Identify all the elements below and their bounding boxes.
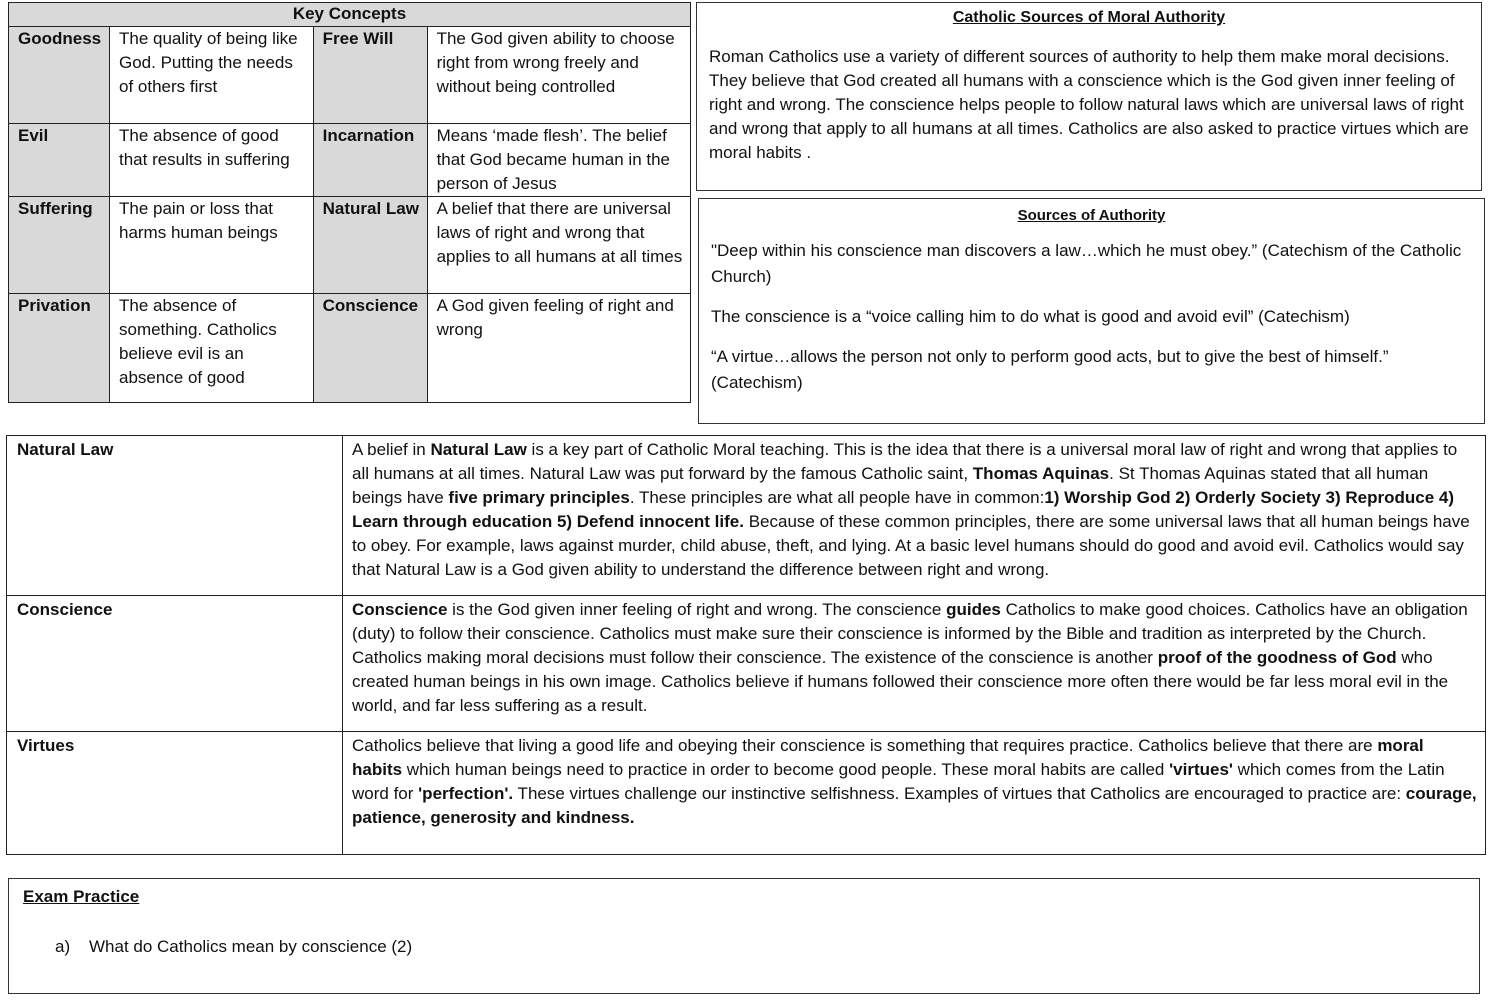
sources-of-authority-title: Sources of Authority [1017, 207, 1166, 224]
catholic-sources-box [696, 2, 1482, 191]
key-concepts-row [9, 124, 691, 197]
term-goodness: Goodness [9, 27, 110, 124]
catholic-sources-title: Catholic Sources of Moral Authority [952, 9, 1226, 26]
question-number: a) [55, 937, 71, 956]
explanation-text [343, 596, 1486, 732]
bold-text: five primary principles [448, 488, 630, 507]
text: is the God given inner feeling of right and wrong. The conscience [447, 600, 947, 619]
key-concepts-title: Key Concepts [9, 3, 691, 27]
definition-free-will: The God given ability to choose right from wrong freely and without being controlled [427, 27, 690, 124]
text: who created human beings in his own image. Catholics believe if humans followed their conscience more often there would be far less moral evil in the world, and far less suffering as a result. [352, 648, 1449, 715]
authority-quote: The conscience is a “voice calling him to do what is good and avoid evil” (Catechism) [711, 307, 1350, 326]
key-concepts-table [8, 2, 691, 403]
bold-text: Conscience [352, 600, 448, 619]
text: . St Thomas Aquinas stated that all human beings have [352, 464, 1429, 507]
definition-goodness: The quality of being like God. Putting the needs of others first [109, 27, 313, 124]
text: These virtues challenge our instinctive selfishness. Examples of virtues that Catholics are encouraged to practice are: [513, 784, 1406, 803]
catholic-sources-text: Roman Catholics use a variety of different sources of authority to help them make moral decisions. They believe that God created all humans with a conscience which is the God given inner feeling of right and wrong. The conscience helps people to follow natural laws which are universal laws of right and wrong that apply to all humans at all times. Catholics are also asked to practice virtues which are moral habits . [709, 47, 1469, 162]
bold-text: Thomas Aquinas [972, 464, 1110, 483]
text: is a key part of Catholic Moral teaching. This is the idea that there is a universal moral law of right and wrong that applies to all humans at all times. Natural Law was put forward by the famous Catholic saint, [352, 440, 1458, 483]
bold-text: courage, patience, generosity and kindness. [352, 784, 1477, 827]
definition-conscience: A God given feeling of right and wrong [427, 294, 690, 403]
text: A belief in [352, 440, 431, 459]
text: Catholics believe that living a good life and obeying their conscience is something that requires practice. Catholics believe that there are [352, 736, 1378, 755]
explanation-label: Virtues [7, 732, 343, 855]
term-evil: Evil [9, 124, 110, 197]
explanation-row-virtues [7, 732, 1486, 855]
text: Catholics to make good choices. Catholics have an obligation (duty) to follow their conscience. Catholics must make sure their conscience is informed by the Bible and tradition as interpreted by the Church. Catholics making moral decisions must follow their conscience. The existence of the conscience is another [352, 600, 1468, 667]
definition-suffering: The pain or loss that harms human beings [109, 197, 313, 294]
bold-text: guides [946, 600, 1001, 619]
bold-text: 'virtues' [1169, 760, 1233, 779]
question-text: What do Catholics mean by conscience (2) [89, 937, 413, 956]
term-natural-law: Natural Law [313, 197, 427, 294]
authority-quote: "Deep within his conscience man discovers a law…which he must obey.” (Catechism of the Catholic Church) [711, 241, 1462, 286]
authority-quote: “A virtue…allows the person not only to perform good acts, but to give the best of himself.” (Catechism) [711, 347, 1389, 392]
definition-natural-law: A belief that there are universal laws of right and wrong that applies to all humans at all times [427, 197, 690, 294]
term-conscience: Conscience [313, 294, 427, 403]
explanation-row-natural-law [7, 436, 1486, 596]
bold-text: moral habits [352, 736, 1424, 779]
bold-text: 'perfection'. [418, 784, 514, 803]
explanation-label: Natural Law [7, 436, 343, 596]
definition-incarnation: Means ‘made flesh’. The belief that God became human in the person of Jesus [427, 124, 690, 197]
bold-text: 1) Worship God 2) Orderly Society 3) Reproduce 4) Learn through education 5) Defend innocent life. [352, 488, 1455, 531]
text: which human beings need to practice in order to become good people. These moral habits are called [402, 760, 1170, 779]
term-free-will: Free Will [313, 27, 427, 124]
bold-text: proof of the goodness of God [1157, 648, 1397, 667]
bold-text: Natural Law [430, 440, 527, 459]
term-suffering: Suffering [9, 197, 110, 294]
text: which comes from the Latin word for [352, 760, 1445, 803]
term-privation: Privation [9, 294, 110, 403]
explanation-text [343, 732, 1486, 855]
explanation-text [343, 436, 1486, 596]
definition-privation: The absence of something. Catholics believe evil is an absence of good [109, 294, 313, 403]
explanations-table [6, 435, 1486, 855]
text: Because of these common principles, there are some universal laws that all human beings have to obey. For example, laws against murder, child abuse, theft, and lying. At a basic level humans should do good and avoid evil. Catholics would say that Natural Law is a God given ability to understand the difference between right and wrong. [352, 512, 1470, 579]
key-concepts-row [9, 27, 691, 124]
definition-evil: The absence of good that results in suffering [109, 124, 313, 197]
explanation-label: Conscience [7, 596, 343, 732]
key-concepts-row [9, 294, 691, 403]
key-concepts-row [9, 197, 691, 294]
exam-practice-title: Exam Practice [23, 887, 140, 906]
sources-of-authority-box [698, 198, 1485, 424]
exam-question [55, 937, 1465, 957]
term-incarnation: Incarnation [313, 124, 427, 197]
explanation-row-conscience [7, 596, 1486, 732]
exam-practice-box [8, 878, 1480, 994]
text: . These principles are what all people have in common: [629, 488, 1045, 507]
